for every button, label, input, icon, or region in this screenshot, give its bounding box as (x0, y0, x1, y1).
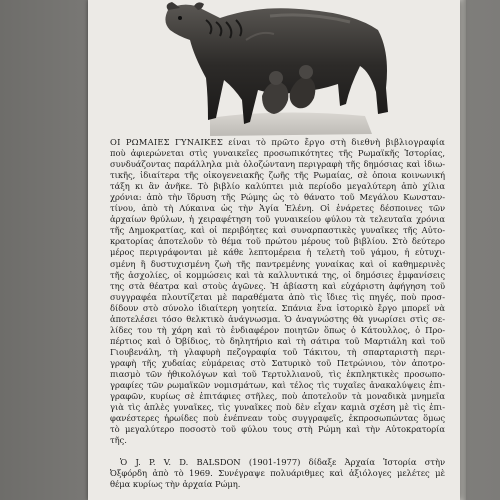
author-line: Ὁ J. P. V. D. BALSDON (1901-1977) δίδαξε Ἀρχαία Ἱστορία στὴν (120, 457, 445, 468)
paragraph-line: ποὺ ἀφιερώνεται στὶς γυναικεῖες προσωπικότητες τῆς Ρωμαϊκῆς Ἱστορίας, (110, 148, 445, 159)
paragraph-line: τὸ μεγαλύτερο ποσοστὸ τοῦ φύλου τους στὴ Ρώμη καὶ τὴν Αὐτοκρατορία (110, 424, 445, 435)
paragraph-line: δίδουν στὸ σύνολο ἰδιαίτερη γοητεία. Σπάνια ἕνα ἱστορικὸ ἔργο μπορεῖ νὰ (110, 302, 445, 313)
paragraph-line: ἀρχαίων θρύλων, ἡ χειραφέτηση τοῦ γυναικείου φύλου τὰ τελευταῖα χρόνια (110, 214, 445, 225)
paragraph-line: τῆς. (110, 435, 127, 446)
book-back-cover (88, 0, 460, 500)
paragraph-line: χρόνια: ἀπὸ τὴν ἵδρυση τῆς Ρώμης ὡς τὸ θάνατο τοῦ Μεγάλου Κωνσταν- (110, 192, 445, 203)
paragraph-line: γραφὴ τῆς χυδαίας εὐμάρειας στὸ Σατυρικὸ τοῦ Πετρώνιου, τὸν ἀποτρο- (110, 357, 445, 368)
paragraph-line: τῆς ἀσχολίες, οἱ κομμώσεις καὶ τὰ καλλυντικά της, οἱ δημόσιες ἐμφανίσεις (110, 269, 445, 280)
book-page-edge (460, 0, 466, 500)
paragraph-line: σμένη ἢ δυστυχισμένη ζωὴ τῆς παντρεμένης γυναίκας καὶ οἱ καθημερινὲς (110, 258, 445, 269)
description-text (110, 137, 445, 490)
paragraph-line: τῆς Δημοκρατίας, καὶ οἱ περιβόητες καὶ συναρπαστικὲς γυναῖκες τῆς Αὐτο- (110, 225, 445, 236)
author-line: Ὀξφόρδη ἀπὸ τὸ 1969. Συνέγραψε πολυάριθμες καὶ ἀξιόλογες μελέτες μὲ (110, 468, 445, 479)
paragraph-line: γραφῶν, κυρίως σὲ ἐπιτάφιες στῆλες, ποὺ ἀποτελοῦν τὰ μοναδικὰ μνημεῖα (110, 391, 445, 402)
paragraph-line: ἀποτελέσει τόσο θελκτικὸ ἀνάγνωσμα. Ὁ ἀναγνώστης θὰ γνωρίσει στὶς σε- (110, 313, 445, 324)
paragraph-line: συγγραφέα πλουτίζεται μὲ παραθέματα ἀπὸ τὶς ἴδιες τὶς πηγές, ποὺ προσ- (110, 291, 445, 302)
paragraph-line: τίνου, ἀπὸ τὴ Λύκαινα ὡς τὴν Ἁγία Ἑλένη. Οἱ ἐνάρετες δέσποινες τῶν (110, 203, 445, 214)
paragraph-line: λίδες του τὴ χάρη καὶ τὸ ἐνδιαφέρον ποιητῶν ὅπως ὁ Κάτουλλος, ὁ Προ- (110, 324, 445, 335)
paragraph-line: γιὰ τὶς ἁπλὲς γυναῖκες, τὶς γυναῖκες ποὺ δὲν εἶχαν καμιὰ σχέση μὲ τὶς ἐπι- (110, 402, 445, 413)
author-bio (110, 457, 445, 490)
author-line: θέμα κυρίως τὴν ἀρχαία Ρώμη. (110, 479, 241, 490)
paragraph-line: Γιουβενάλη, τὴ γλαφυρὴ πεζογραφία τοῦ Τάκιτου, τὴ σπαρταριστὴ περι- (110, 346, 445, 357)
paragraph-line: τικῆς, ἰδιαίτερα τῆς οἰκογενειακῆς ζωῆς τῆς Ρωμαίας, σὲ ὁποια κοινωνική (110, 170, 445, 181)
paragraph-line: ΟΙ ΡΩΜΑΙΕΣ ΓΥΝΑΙΚΕΣ είναι τὸ πρῶτο ἔργο στὴ διεθνὴ βιβλιογραφία (110, 137, 445, 147)
paragraph-line: πέρτιος καὶ ὁ Ὀβίδιος, τὸ δηλητήριο καὶ τὴ σάτιρα τοῦ Μαρτιάλη καὶ τοῦ (110, 335, 445, 346)
paragraph-line: κρατορίας ἀποτελοῦν τὸ θέμα τοῦ πρώτου μέρους τοῦ βιβλίου. Στὸ δεύτερο (110, 236, 445, 247)
she-wolf-statue-photo (150, 0, 398, 140)
paragraph-line: φανέστερες ἡρωίδες ποὺ ἐνέπνεαν τοὺς συγγραφεῖς, ἐκπροσωπώντας ὅμως (110, 413, 445, 424)
paragraph-line: συνδυάζοντας παράλληλα μιὰ ὁλοζώντανη περιγραφὴ τῆς δημόσιας καὶ ἰδιω- (110, 159, 445, 170)
paragraph-line: της στὰ θέατρα καὶ στοὺς ἀγῶνες. Ἡ ἀβίαστη καὶ εὐχάριστη ἀφήγηση τοῦ (110, 280, 445, 291)
paragraph-line: τάξη κι ἂν ἀνῆκε. Τὸ βιβλίο καλύπτει μιὰ περίοδο μεγαλύτερη ἀπὸ χίλια (110, 181, 445, 192)
paragraph-line: πιασμὸ τῶν ἠθικολόγων καὶ τοῦ Τερτυλλιανοῦ, τὶς ἐκπληκτικὲς προσωπο- (110, 368, 445, 379)
paragraph-line: μέρος περιγράφονται μὲ κάθε λεπτομέρεια ἡ τελετὴ τοῦ γάμου, ἡ εὐτυχι- (110, 247, 445, 258)
paragraph-line: γραφίες τῶν ρωμαϊκῶν νομισμάτων, καὶ τέλος τὶς τυχαῖες ἀνακαλύψεις ἐπι- (110, 380, 445, 391)
